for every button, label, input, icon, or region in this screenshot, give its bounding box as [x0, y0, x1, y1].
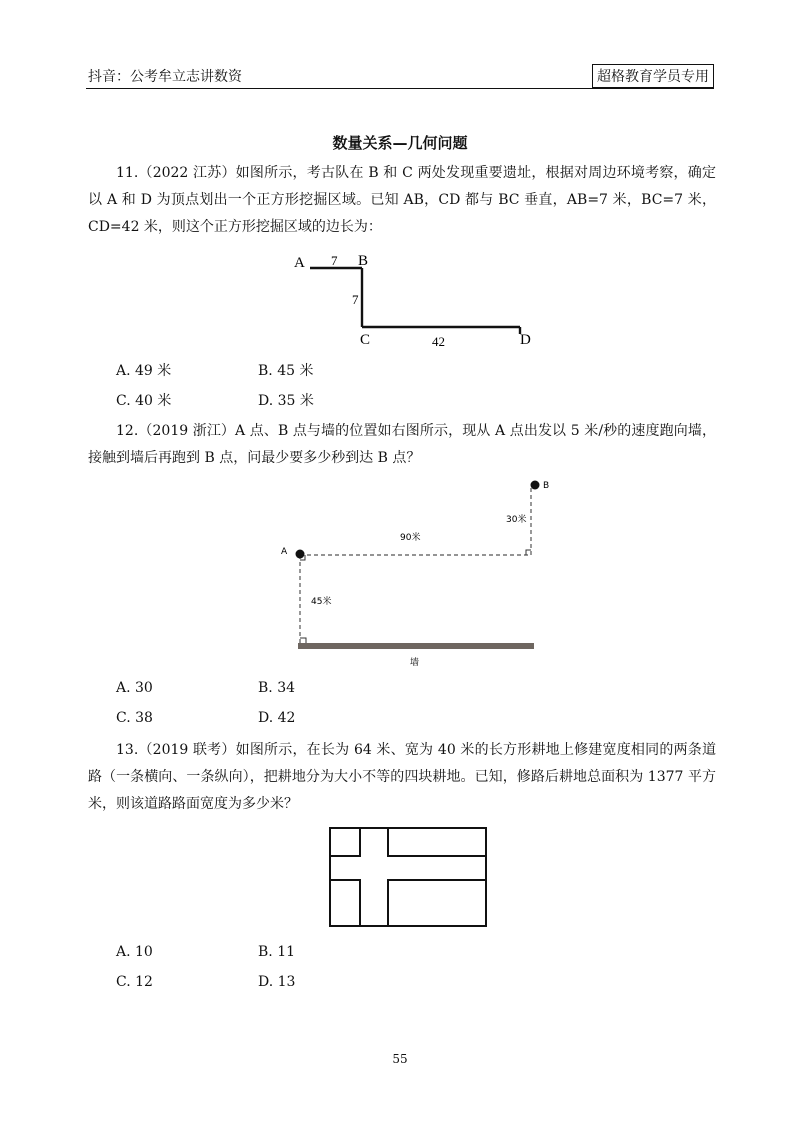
question-13-figure [328, 826, 490, 930]
header-divider [86, 88, 714, 89]
question-13-option-d: D. 13 [258, 974, 296, 990]
figure11-label-c: C [360, 332, 371, 348]
figure12-label-a: A [281, 547, 288, 557]
question-11-option-a: A. 49 米 [116, 363, 172, 379]
header-right-badge: 超格教育学员专用 [592, 64, 714, 88]
figure11-label-d: D [520, 332, 531, 348]
figure12-label-30m: 30米 [506, 515, 527, 525]
question-12-text: 12.（2019 浙江）A 点、B 点与墙的位置如右图所示，现从 A 点出发以 5 米/秒的速度跑向墙，接触到墙后再跑到 B 点，问最少要多少秒到达 B 点？ [88, 423, 716, 466]
question-12-option-d: D. 42 [258, 710, 296, 726]
figure11-label-bc: 7 [352, 292, 359, 307]
question-12-option-c: C. 38 [116, 710, 153, 726]
point-b-dot [531, 481, 540, 490]
figure12-label-b: B [543, 481, 550, 491]
header-left-text: 抖音：公考牟立志讲数资 [88, 69, 242, 85]
question-11-option-b: B. 45 米 [258, 363, 314, 379]
question-12-figure [270, 474, 560, 674]
page-number: 55 [392, 1052, 408, 1066]
question-11-text: 11.（2022 江苏）如图所示，考古队在 B 和 C 两处发现重要遗址，根据对周边环境考察，确定以 A 和 D 为顶点划出一个正方形挖掘区域。已知 AB，CD 都与 BC 垂直，AB=7 米，BC=7 米，CD=42 米，则这个正方形挖掘区域的边长为： [88, 165, 716, 235]
question-13-option-b: B. 11 [258, 944, 296, 960]
question-13-option-c: C. 12 [116, 974, 153, 990]
wall [298, 643, 534, 649]
question-13-option-a: A. 10 [116, 944, 153, 960]
point-a-dot [296, 550, 305, 559]
question-12-option-a: A. 30 [116, 680, 153, 696]
question-11-option-c: C. 40 米 [116, 393, 172, 409]
figure11-label-cd: 42 [432, 334, 445, 349]
figure12-label-45m: 45米 [311, 597, 332, 607]
question-11-figure [280, 248, 550, 352]
question-12-option-b: B. 34 [258, 680, 296, 696]
figure12-label-wall: 墙 [410, 658, 420, 668]
figure11-label-b: B [358, 253, 369, 269]
question-13-text: 13.（2019 联考）如图所示，在长为 64 米、宽为 40 米的长方形耕地上修建宽度相同的两条道路（一条横向、一条纵向），把耕地分为大小不等的四块耕地。已知，修路后耕地总面积为 1377 平方米，则该道路路面宽度为多少米？ [88, 742, 716, 812]
figure11-label-ab: 7 [331, 253, 338, 268]
question-11-option-d: D. 35 米 [258, 393, 314, 409]
section-title: 数量关系—几何问题 [332, 134, 468, 152]
figure12-label-90m: 90米 [400, 533, 421, 543]
figure11-label-a: A [294, 255, 305, 271]
